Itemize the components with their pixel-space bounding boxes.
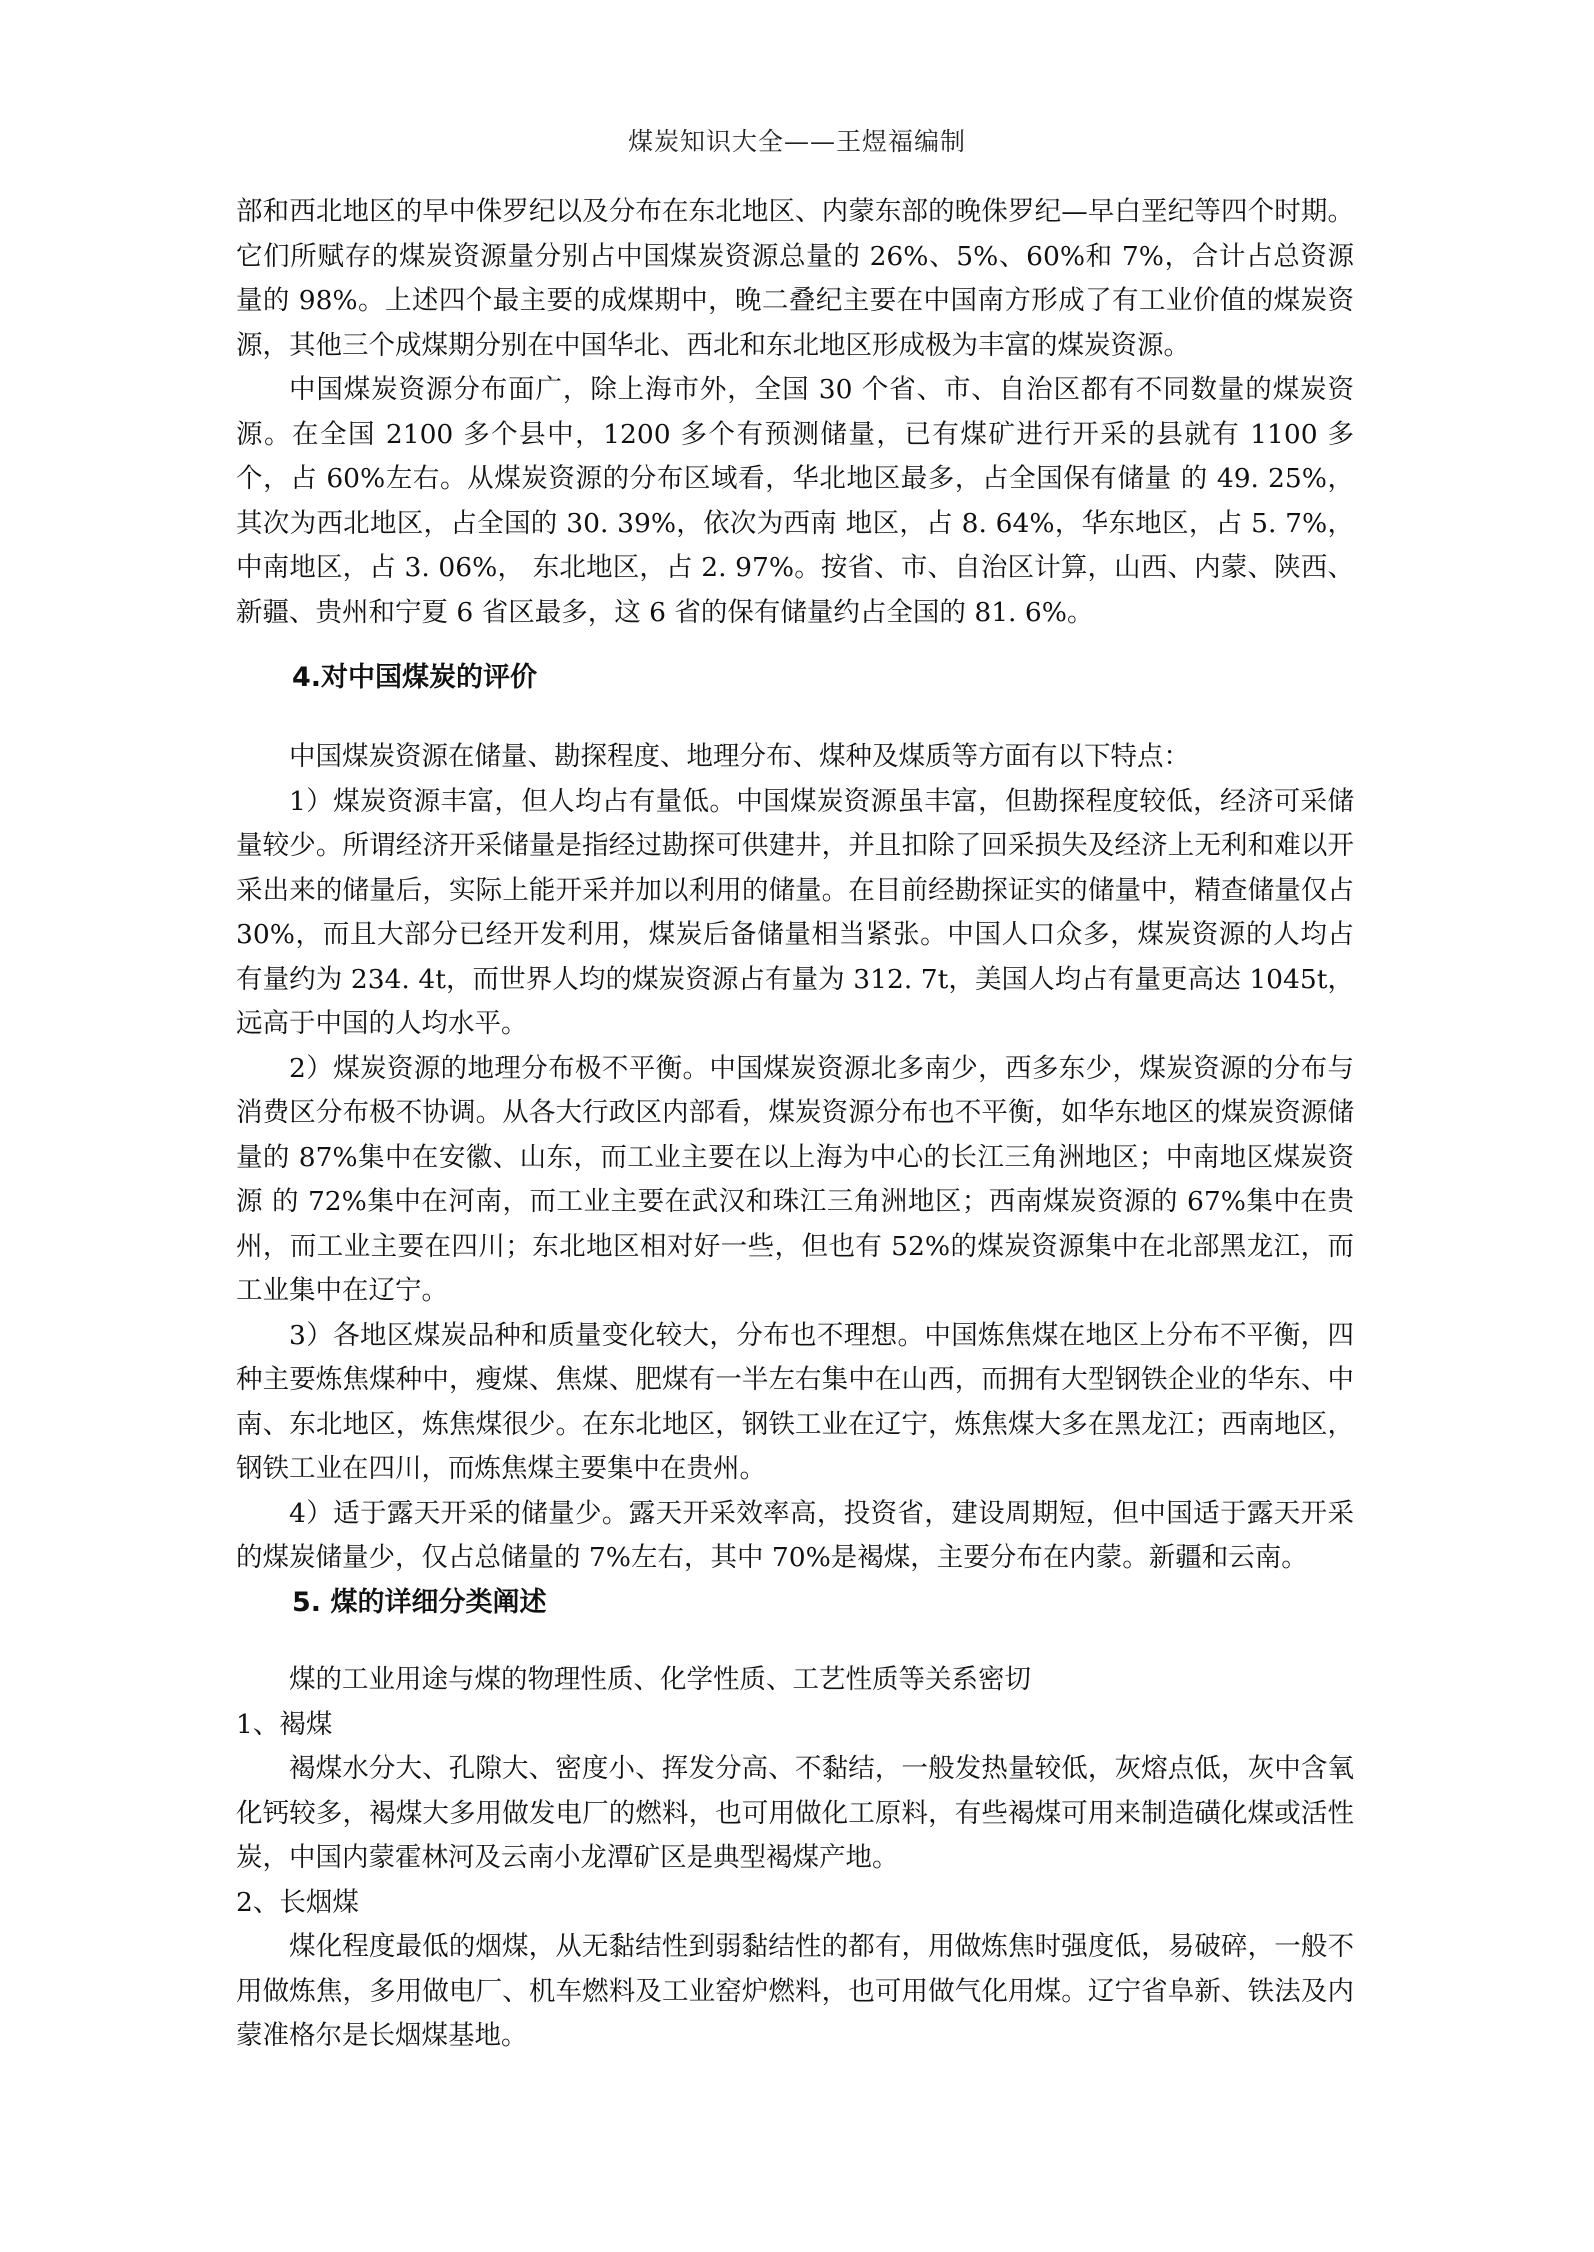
section-5-intro: 煤的工业用途与煤的物理性质、化学性质、工艺性质等关系密切 [289,1664,1031,1695]
top-section [236,190,1354,635]
item-1-title: 1、褐煤 [236,1708,333,1740]
paragraph-distribution: 中国煤炭资源分布面广，除上海市外，全国 30 个省、市、自治区都有不同数量的煤炭资源。在全国 2100 多个县中，1200 多个有预测储量，已有煤矿进行开采的县就有 1100 多个，占 60%左右。从煤炭资源的分布区域看，华北地区最多，占全国保有储量 的 49. 25%，其次为西北地区，占全国的 30. 39%，依次为西南 地区，占 8. 64%，华东地区，占 5. 7%，中南地区，占 3. 06%， 东北地区，占 2. 97%。按省、市、自治区计算，山西、内蒙、陕西、新疆、贵州和宁夏 6 省区最多，这 6 省的保有储量约占全国的 81. 6%。 [236,374,1354,628]
section-4-heading: 4.对中国煤炭的评价 [292,662,538,693]
point-4-paragraph: 4）适于露天开采的储量少。露天开采效率高，投资省，建设周期短，但中国适于露天开采的煤炭储量少，仅占总储量的 7%左右，其中 70%是褐煤，主要分布在内蒙。新疆和云南。 [236,1497,1354,1573]
paragraph-formation-periods: 部和西北地区的早中侏罗纪以及分布在东北地区、内蒙东部的晚侏罗纪—早白垩纪等四个时期。它们所赋存的煤炭资源量分别占中国煤炭资源总量的 26%、5%、60%和 7%，合计占总资源量的 98%。上述四个最主要的成煤期中，晚二叠纪主要在中国南方形成了有工业价值的煤炭资源，其他三个成煤期分别在中国华北、西北和东北地区形成极为丰富的煤炭资源。 [236,196,1354,361]
section-4-intro: 中国煤炭资源在储量、勘探程度、地理分布、煤种及煤质等方面有以下特点： [289,741,1190,772]
item-1-paragraph: 褐煤水分大、孔隙大、密度小、挥发分高、不黏结，一般发热量较低，灰熔点低，灰中含氧化钙较多，褐煤大多用做发电厂的燃料，也可用做化工原料，有些褐煤可用来制造磺化煤或活性炭，中国内蒙霍林河及云南小龙潭矿区是典型褐煤产地。 [236,1753,1354,1873]
section-4-body [236,735,1354,1581]
point-2-paragraph: 2）煤炭资源的地理分布极不平衡。中国煤炭资源北多南少，西多东少，煤炭资源的分布与消费区分布极不协调。从各大行政区内部看，煤炭资源分布也不平衡，如华东地区的煤炭资源储量的 87%集中在安徽、山东，而工业主要在以上海为中心的长江三角洲地区；中南地区煤炭资源 的 72%集中在河南，而工业主要在武汉和珠江三角洲地区；西南煤炭资源的 67%集中在贵州，而工业主要在四川；东北地区相对好一些，但也有 52%的煤炭资源集中在北部黑龙江，而工业集中在辽宁。 [236,1052,1354,1306]
section-5-body [236,1658,1354,2059]
section-5-heading: 5. 煤的详细分类阐述 [292,1587,547,1618]
item-2-paragraph: 煤化程度最低的烟煤，从无黏结性到弱黏结性的都有，用做炼焦时强度低，易破碎，一般不用做炼焦，多用做电厂、机车燃料及工业窑炉燃料，也可用做气化用煤。辽宁省阜新、铁法及内蒙准格尔是长烟煤基地。 [236,1931,1354,2051]
point-3-paragraph: 3）各地区煤炭品种和质量变化较大，分布也不理想。中国炼焦煤在地区上分布不平衡，四种主要炼焦煤种中，瘦煤、焦煤、肥煤有一半左右集中在山西，而拥有大型钢铁企业的华东、中南、东北地区，炼焦煤很少。在东北地区，钢铁工业在辽宁，炼焦煤大多在黑龙江；西南地区，钢铁工业在四川，而炼焦煤主要集中在贵州。 [236,1319,1354,1484]
item-2-title: 2、长烟煤 [236,1886,359,1918]
page-header: 煤炭知识大全——王煜福编制 [627,127,966,156]
point-1-paragraph: 1）煤炭资源丰富，但人均占有量低。中国煤炭资源虽丰富，但勘探程度较低，经济可采储量较少。所谓经济开采储量是指经过勘探可供建井，并且扣除了回采损失及经济上无利和难以开采出来的储量后，实际上能开采并加以利用的储量。在目前经勘探证实的储量中，精查储量仅占 30%，而且大部分已经开发利用，煤炭后备储量相当紧张。中国人口众多，煤炭资源的人均占有量约为 234. 4t，而世界人均的煤炭资源占有量为 312. 7t，美国人均占有量更高达 1045t，远高于中国的人均水平。 [236,785,1354,1039]
